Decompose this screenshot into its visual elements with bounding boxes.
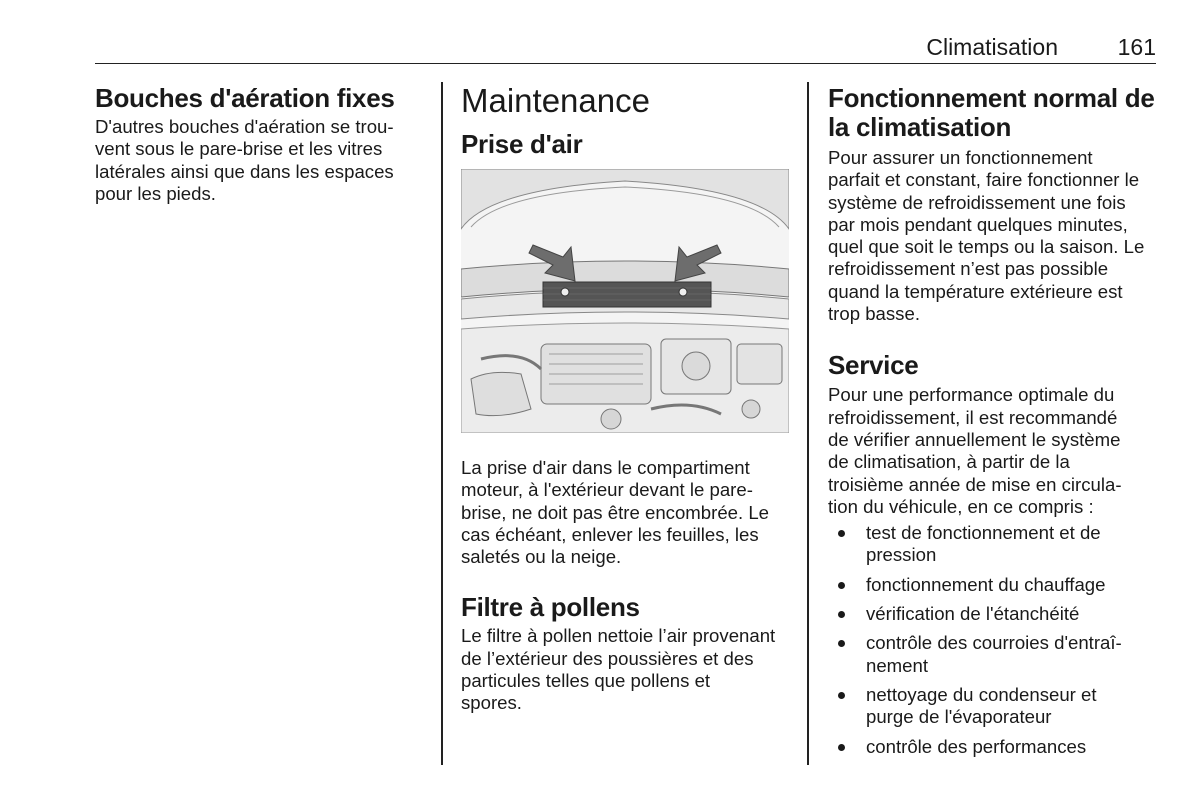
section-heading-filtre: Filtre à pollens: [461, 592, 640, 623]
engine-air-intake-figure: [461, 169, 789, 433]
text-line: Pour une performance optimale du: [828, 384, 1115, 406]
bullet-icon: [838, 582, 845, 589]
section-heading-bouches: Bouches d'aération fixes: [95, 83, 395, 113]
text-line: brise, ne doit pas être encombrée. Le: [461, 501, 770, 523]
list-item: contrôle des courroies d'entraî- nement: [828, 632, 1160, 677]
chapter-section-title: Maintenance: [461, 82, 650, 119]
text-line: quel que soit le temps ou la saison. Le: [828, 236, 1145, 258]
column-3: [828, 82, 1160, 765]
heading-line: la climatisation: [828, 112, 1012, 142]
text-line: tion du véhicule, en ce compris :: [828, 495, 1094, 517]
list-item: test de fonctionnement et de pression: [828, 522, 1160, 567]
service-checklist: [828, 522, 1160, 758]
text-line: particules telles que pollens et: [461, 670, 711, 692]
list-item: contrôle des performances: [828, 736, 1160, 758]
text-line: de l’extérieur des poussières et des: [461, 647, 754, 669]
section-heading-service: Service: [828, 350, 919, 381]
chapter-title: Climatisation: [926, 34, 1058, 60]
text-line: quand la température extérieure est: [828, 280, 1123, 302]
column-1: [95, 82, 425, 205]
page-header: [95, 30, 1156, 64]
bouches-text: [95, 116, 425, 205]
text-line: moteur, à l'extérieur devant le pare-: [461, 479, 753, 501]
text-line: Pour assurer un fonctionnement: [828, 147, 1093, 168]
list-item: nettoyage du condenseur et purge de l'évaporateur: [828, 684, 1160, 729]
text-line: spores.: [461, 692, 522, 714]
text-line: trop basse.: [828, 303, 920, 325]
text-line: de climatisation, à partir de la: [828, 451, 1070, 473]
text-line: D'autres bouches d'aération se trou-: [95, 116, 394, 137]
bullet-icon: [838, 530, 845, 537]
text-line: troisième année de mise en circula-: [828, 473, 1122, 495]
bullet-icon: [838, 611, 845, 618]
page-number: 161: [1117, 34, 1156, 60]
text-line: refroidissement n’est pas possible: [828, 258, 1109, 280]
column-2: [461, 82, 793, 715]
column-divider: [807, 82, 809, 765]
list-item: vérification de l'étanchéité: [828, 603, 1160, 625]
service-text: [828, 384, 1160, 518]
text-line: saletés ou la neige.: [461, 546, 622, 568]
text-line: Le filtre à pollen nettoie l’air provenant: [461, 625, 776, 647]
text-line: système de refroidissement une fois: [828, 191, 1126, 213]
engine-illustration: [461, 169, 789, 433]
list-item: fonctionnement du chauffage: [828, 574, 1160, 596]
heading-line: Fonctionnement normal de: [828, 83, 1155, 113]
section-heading-fonctionnement: [828, 84, 1160, 142]
bullet-icon: [838, 744, 845, 751]
bullet-icon: [838, 640, 845, 647]
text-line: La prise d'air dans le compartiment: [461, 457, 750, 478]
bullet-icon: [838, 692, 845, 699]
filtre-text: [461, 625, 793, 714]
text-line: refroidissement, il est recommandé: [828, 406, 1118, 428]
text-line: de vérifier annuellement le système: [828, 428, 1121, 450]
prise-air-text: [461, 457, 793, 568]
text-line: pour les pieds.: [95, 182, 216, 204]
section-heading-prise-air: Prise d'air: [461, 129, 583, 159]
text-line: vent sous le pare-brise et les vitres: [95, 138, 383, 160]
column-divider: [441, 82, 443, 765]
text-line: cas échéant, enlever les feuilles, les: [461, 523, 759, 545]
text-line: parfait et constant, faire fonctionner le: [828, 169, 1140, 191]
text-line: par mois pendant quelques minutes,: [828, 213, 1128, 235]
fonctionnement-text: [828, 147, 1160, 325]
text-line: latérales ainsi que dans les espaces: [95, 160, 394, 182]
